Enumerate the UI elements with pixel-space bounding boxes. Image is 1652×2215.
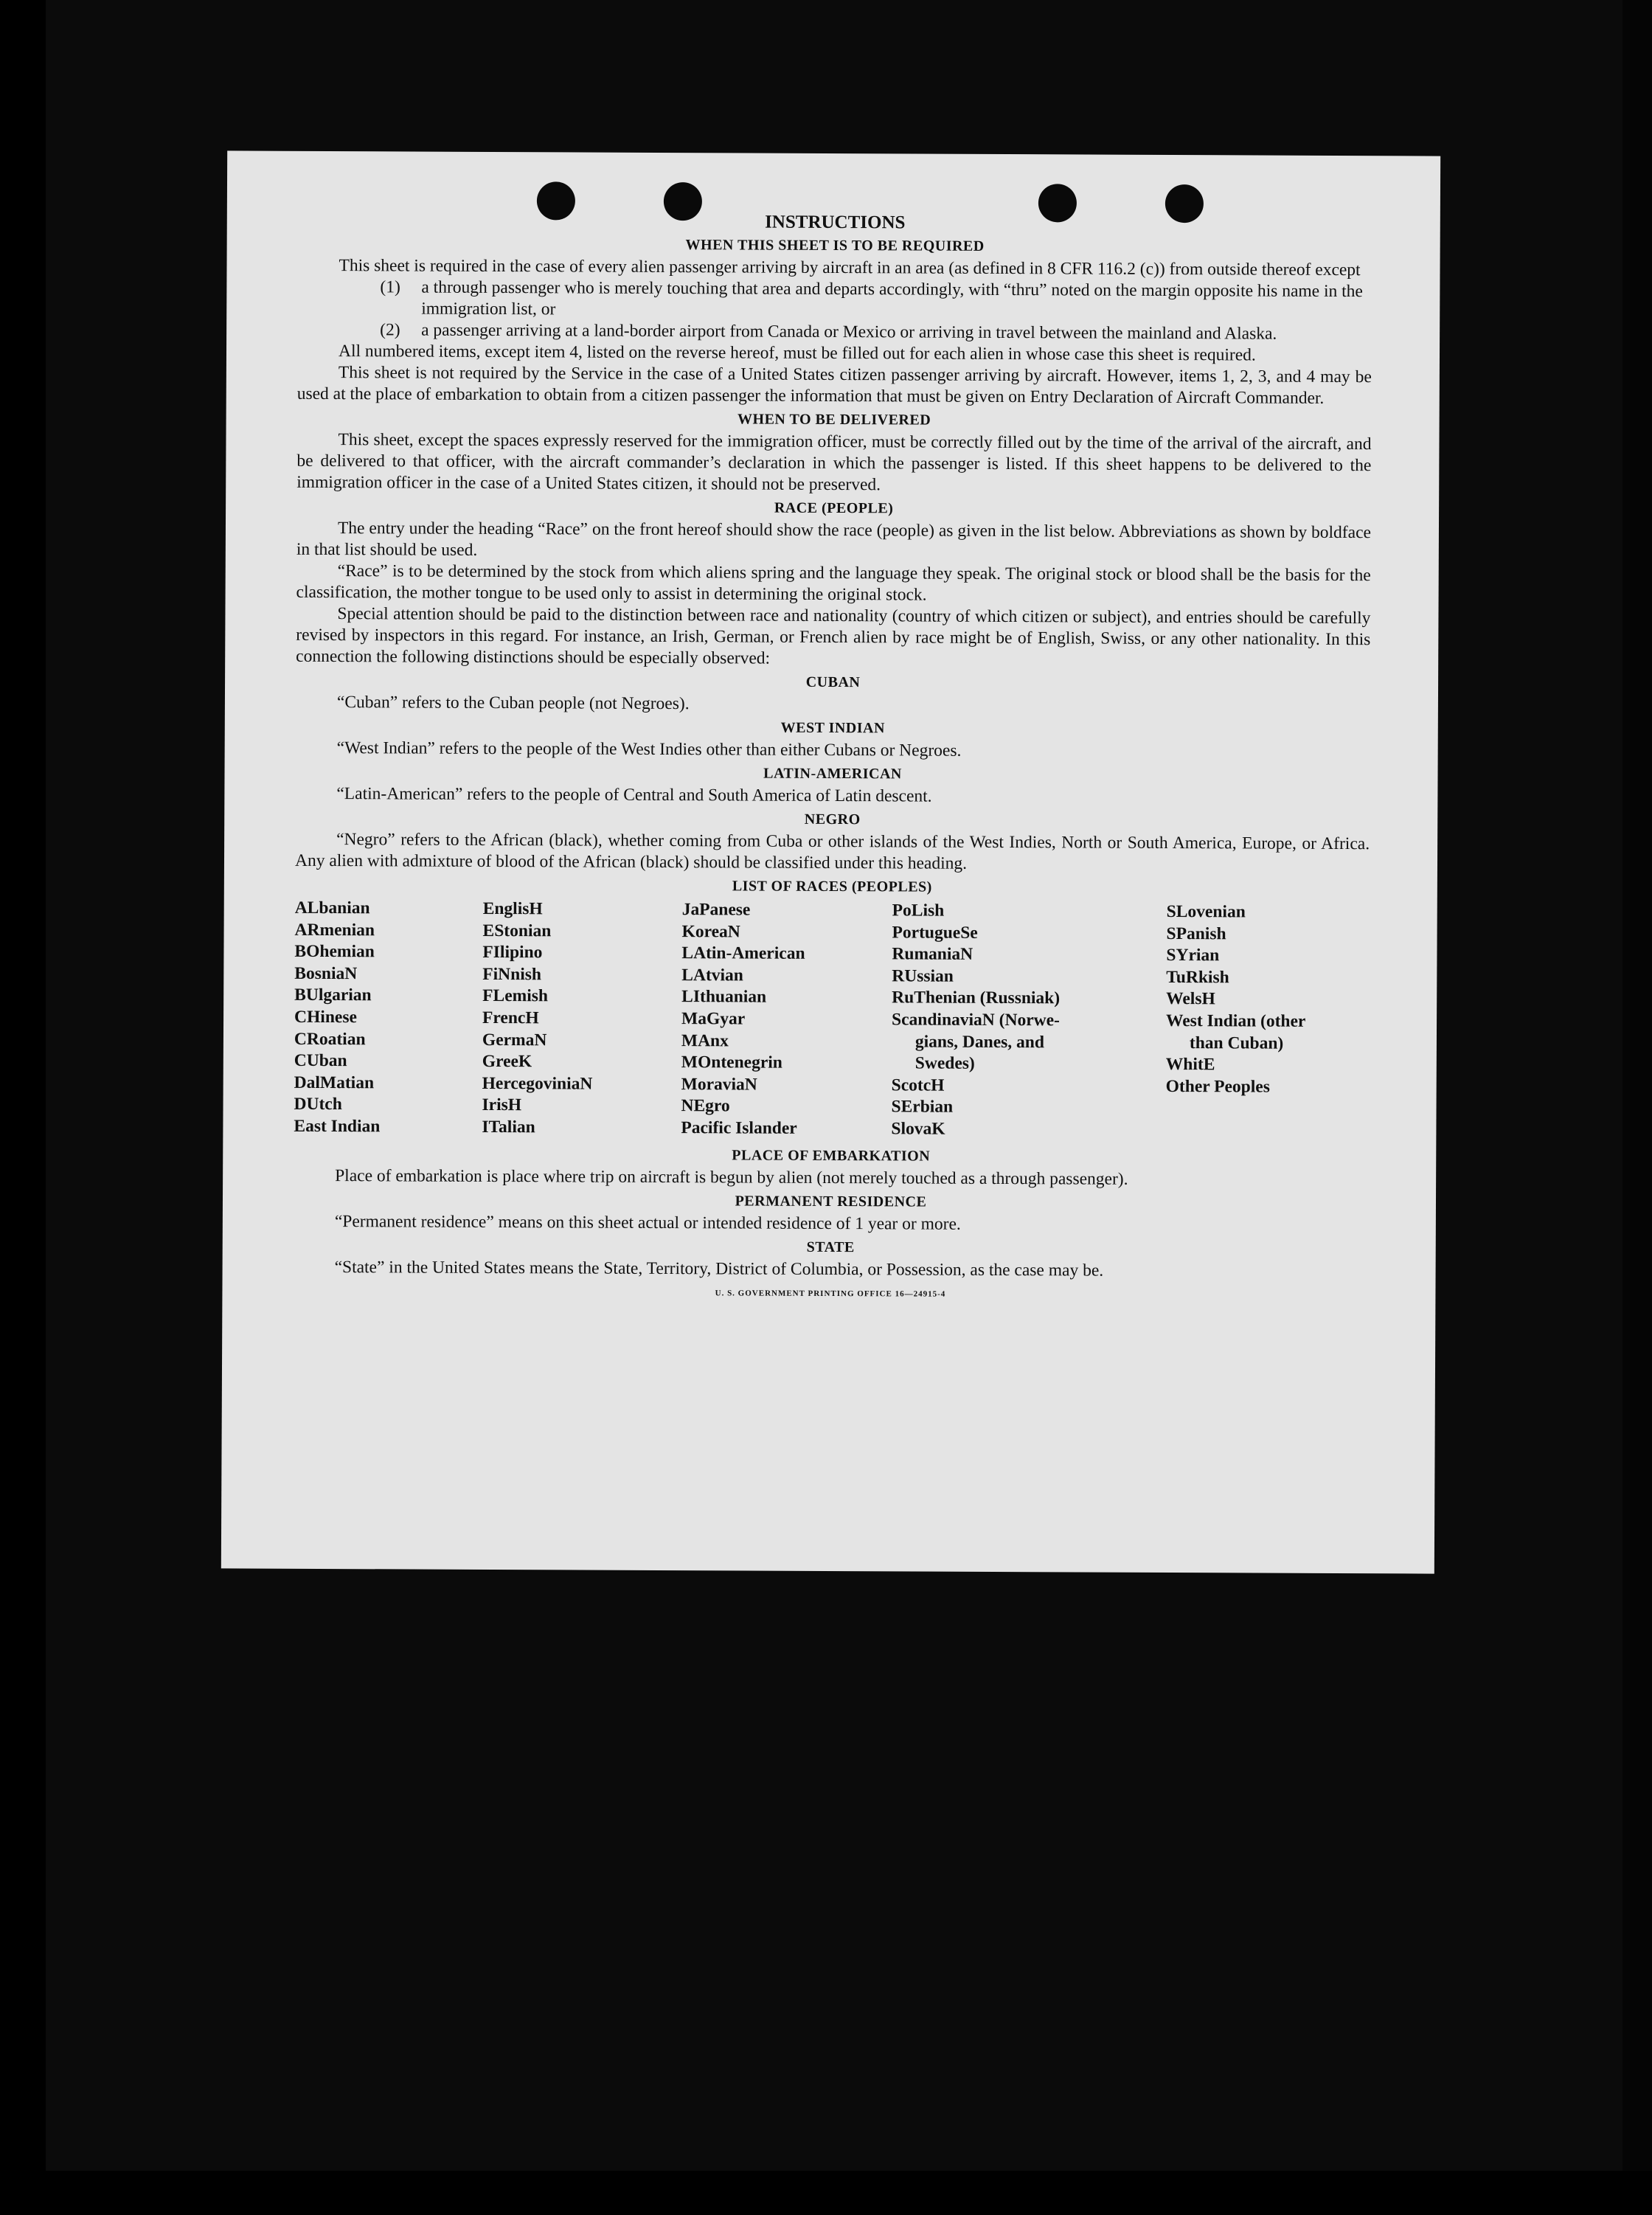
punch-hole (537, 181, 575, 220)
film-edge-left (0, 0, 46, 2215)
race-item: SYrian (1166, 946, 1220, 966)
race-item: Other Peoples (1165, 1076, 1270, 1097)
race-item: FrencH (482, 1008, 539, 1028)
race-item: SlovaK (891, 1119, 945, 1139)
race-item: than Cuban) (1189, 1033, 1284, 1053)
race-item: MaGyar (681, 1009, 746, 1029)
section-heading: NEGRO (804, 811, 861, 828)
paragraph: “Latin-American” refers to the people of Central and South America of Latin descent. (336, 784, 932, 806)
race-item: Swedes) (914, 1053, 975, 1074)
race-item: GermaN (482, 1030, 547, 1050)
race-item: DUtch (294, 1095, 342, 1115)
race-item: TuRkish (1166, 967, 1229, 988)
list-number: (2) (380, 320, 400, 340)
section-heading: STATE (806, 1238, 855, 1255)
list-text: a through passenger who is merely touching that area and departs accordingly, with “thru” noted on the margin opposite his name in the immigration list, or (421, 277, 1363, 319)
paragraph: This sheet, except the spaces expressly reserved for the immigration officer, must be correctly filled out by the time of the arrival of the aircraft, and be delivered to that officer, with the aircraft commander’s declaration in which the passenger is listed. If this sheet happens to be delivered to the immigration officer in the case of a United States citizen, it should not be preserved. (296, 430, 1372, 495)
section-heading: PERMANENT RESIDENCE (735, 1192, 927, 1210)
section-heading: LIST OF RACES (PEOPLES) (732, 878, 932, 895)
list-item (297, 277, 1372, 324)
race-column (891, 900, 1166, 1141)
paragraph: “Cuban” refers to the Cuban people (not Negroes). (336, 693, 690, 714)
race-item: WhitE (1165, 1055, 1215, 1075)
section-heading: RACE (PEOPLE) (774, 499, 894, 517)
race-item: PoLish (892, 901, 945, 921)
race-item: ScotcH (891, 1075, 945, 1095)
paragraph: “West Indian” refers to the people of the West Indies other than either Cubans or Negroes. (336, 738, 962, 760)
race-item: LAtvian (681, 965, 743, 985)
section-heading: LATIN-AMERICAN (763, 765, 902, 783)
film-edge-right (1622, 0, 1652, 2215)
race-item: BUlgarian (294, 985, 372, 1005)
document-title: INSTRUCTIONS (765, 212, 906, 233)
race-item: ITalian (482, 1117, 535, 1137)
instruction-sheet (221, 150, 1440, 1573)
paragraph: All numbered items, except item 4, listed on the reverse hereof, must be filled out for each alien in whose case this sheet is required. (338, 342, 1256, 365)
race-item: FLemish (482, 986, 549, 1006)
race-item: SErbian (891, 1097, 954, 1117)
race-item: FIlipino (482, 943, 543, 963)
race-item: BOhemian (294, 942, 375, 962)
list-text: a passenger arriving at a land-border airport from Canada or Mexico or arriving in travel between the mainland and Alaska. (421, 320, 1277, 344)
film-edge-bottom (0, 2171, 1652, 2215)
section-heading: WHEN TO BE DELIVERED (738, 411, 931, 429)
race-item: ALbanian (294, 898, 370, 918)
race-item: GreeK (482, 1052, 532, 1072)
race-item: SLovenian (1166, 901, 1246, 922)
race-item: WelsH (1166, 989, 1215, 1009)
race-item: CRoatian (294, 1029, 366, 1049)
race-item: ScandinaviaN (Norwe- (892, 1010, 1060, 1030)
race-item: RUssian (892, 966, 954, 986)
paragraph: The entry under the heading “Race” on the front hereof should show the race (people) as given in the list below. Abbreviations as shown by boldface in that list should be used. (296, 519, 1372, 560)
paragraph: “Race” is to be determined by the stock from which aliens spring and the language they speak. The original stock or blood shall be the basis for the classification, the mother tongue to be used only to assist in determining the original stock. (296, 561, 1371, 605)
race-list (294, 898, 1369, 1143)
paragraph: Place of embarkation is place where trip on aircraft is begun by alien (not merely touched as a through passenger). (335, 1165, 1128, 1189)
race-item: HercegoviniaN (482, 1073, 593, 1094)
section-heading: CUBAN (805, 673, 861, 691)
paragraph: This sheet is required in the case of every alien passenger arriving by aircraft in an area (as defined in 8 CFR 116.2 (c)) from outside thereof except (339, 256, 1361, 280)
punch-hole (1165, 184, 1204, 223)
race-item: ARmenian (294, 920, 375, 940)
race-item: NEgro (681, 1096, 730, 1116)
race-item: EStonian (482, 921, 552, 940)
section-heading: WHEN THIS SHEET IS TO BE REQUIRED (685, 237, 985, 254)
paragraph: “Negro” refers to the African (black), whether coming from Cuba or other islands of the West Indies, North or South America, Europe, or Africa. Any alien with admixture of blood of the African (black) should be classified under this heading. (294, 830, 1370, 873)
race-item: Pacific Islander (681, 1118, 797, 1138)
race-item: IrisH (482, 1095, 522, 1115)
race-column (482, 898, 681, 1140)
race-item: DalMatian (294, 1072, 375, 1093)
race-item: BosniaN (294, 963, 358, 983)
race-item: CUban (294, 1050, 347, 1071)
paragraph: This sheet is not required by the Service in the case of a United States citizen passenger arriving by aircraft. However, items 1, 2, 3, and 4 may be used at the place of embarkation to obtain from a citizen passenger the information that must be given on Entry Declaration of Aircraft Commander. (296, 363, 1372, 408)
list-number: (1) (380, 277, 400, 297)
race-column (1165, 901, 1365, 1143)
section-heading: WEST INDIAN (780, 719, 885, 737)
race-item: CHinese (294, 1007, 357, 1027)
race-column (681, 899, 892, 1140)
race-item: West Indian (other (1166, 1011, 1306, 1031)
race-column (294, 898, 482, 1139)
race-item: MOntenegrin (681, 1053, 782, 1072)
race-item: MoraviaN (681, 1074, 757, 1095)
paragraph: Special attention should be paid to the distinction between race and nationality (country of which citizen or subject), and entries should be carefully revised by inspectors in this regard. For instance, an Irish, German, or French alien by race might be of English, Swiss, or any other nationality. In this connection the following distinctions should be especially observed: (296, 604, 1371, 668)
race-item: LIthuanian (681, 987, 767, 1007)
race-item: LAtin-American (681, 943, 805, 964)
race-item: RumaniaN (892, 944, 974, 965)
race-item: gians, Danes, and (914, 1032, 1044, 1052)
race-item: East Indian (294, 1116, 381, 1137)
race-item: FiNnish (482, 964, 542, 985)
paragraph: “Permanent residence” means on this sheet actual or intended residence of 1 year or more. (334, 1211, 961, 1234)
punch-hole (1038, 184, 1077, 222)
section-heading: PLACE OF EMBARKATION (732, 1146, 931, 1165)
race-item: JaPanese (681, 900, 751, 920)
race-item: PortugueSe (892, 922, 978, 943)
paragraph: “State” in the United States means the State, Territory, District of Columbia, or Possession, as the case may be. (334, 1257, 1104, 1280)
race-item: SPanish (1166, 923, 1226, 943)
race-item: RuThenian (Russniak) (892, 988, 1061, 1008)
punch-hole (664, 182, 702, 221)
race-item: KoreaN (681, 921, 740, 942)
race-item: MAnx (681, 1030, 729, 1050)
race-item: EnglisH (482, 898, 543, 919)
printing-office-footer: U. S. GOVERNMENT PRINTING OFFICE 16—24915-4 (715, 1288, 946, 1299)
